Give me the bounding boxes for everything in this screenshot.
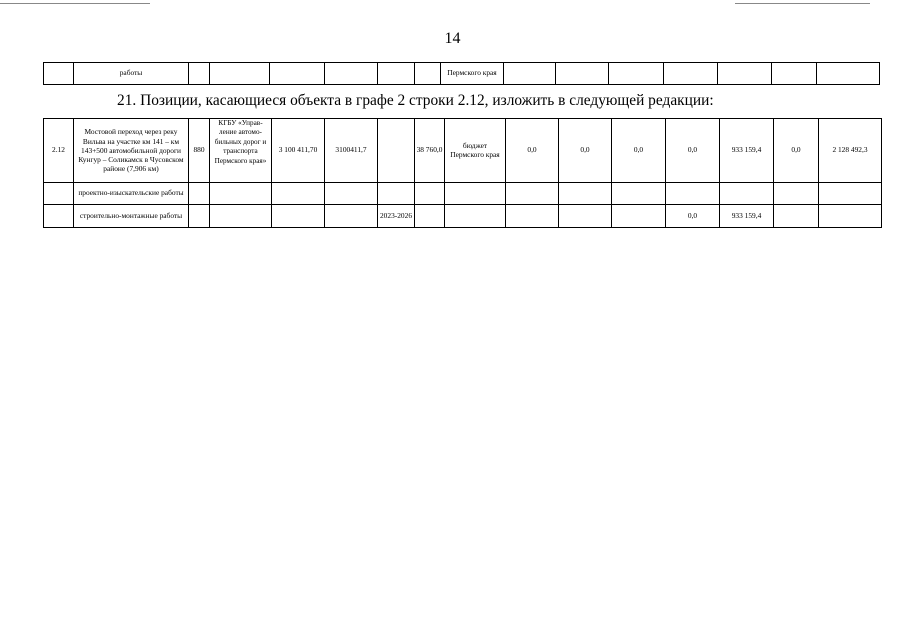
table-cell xyxy=(189,63,210,85)
table-cell xyxy=(506,183,559,205)
table-cell: Пермского края xyxy=(441,63,504,85)
table-cell xyxy=(415,183,445,205)
table-cell xyxy=(270,63,325,85)
table-cell xyxy=(325,63,378,85)
table-cell xyxy=(819,205,882,228)
value-cell: 0,0 xyxy=(666,119,720,183)
table-row xyxy=(44,63,880,85)
top-edge-line xyxy=(0,3,150,4)
table-row xyxy=(44,183,882,205)
value-cell: 933 159,4 xyxy=(720,205,774,228)
section-heading: 21. Позиции, касающиеся объекта в графе 2 строки 2.12, изложить в следующей редакции: xyxy=(117,92,714,109)
page-number: 14 xyxy=(444,30,461,47)
value-cell: 933 159,4 xyxy=(720,119,774,183)
table-cell xyxy=(378,183,415,205)
table-cell xyxy=(817,63,880,85)
table-cell xyxy=(44,205,74,228)
value-cell: 0,0 xyxy=(666,205,720,228)
value-cell: 0,0 xyxy=(559,119,612,183)
table-cell xyxy=(325,183,378,205)
table-cell xyxy=(272,205,325,228)
table-cell xyxy=(504,63,556,85)
code-cell: 880 xyxy=(189,119,210,183)
table-cell xyxy=(272,183,325,205)
value-cell: 0,0 xyxy=(774,119,819,183)
table-cell xyxy=(210,63,270,85)
top-edge-line xyxy=(735,3,870,4)
table-cell xyxy=(556,63,609,85)
table-cell xyxy=(720,183,774,205)
table-cell xyxy=(666,183,720,205)
table-cell xyxy=(325,205,378,228)
table-cell xyxy=(819,183,882,205)
work-type-cell: проектно-изыскательские работы xyxy=(74,183,189,205)
table-cell xyxy=(415,205,445,228)
table-cell xyxy=(189,205,210,228)
table-cell xyxy=(774,183,819,205)
table-cell xyxy=(210,183,272,205)
table-cell xyxy=(378,63,415,85)
table-cell xyxy=(612,183,666,205)
value-cell: 0,0 xyxy=(506,119,559,183)
cost-cell: 3 100 411,70 xyxy=(272,119,325,183)
row-number: 2.12 xyxy=(44,119,74,183)
source-cell: бюджет Пермского края xyxy=(445,119,506,183)
table-cell xyxy=(609,63,664,85)
period-cell: 2023-2026 xyxy=(378,205,415,228)
object-name: Мостовой переход через реку Вильва на участке км 141 – км 143+500 автомобильной дороги Кунгур – Соликамск в Чусовском районе (7,906 км) xyxy=(74,119,189,183)
table-row xyxy=(44,205,882,228)
period-cell xyxy=(378,119,415,183)
work-type-cell: строительно-монтажные работы xyxy=(74,205,189,228)
table-row xyxy=(44,119,882,183)
cost2-cell: 3100411,7 xyxy=(325,119,378,183)
table-cell xyxy=(559,205,612,228)
continuation-table xyxy=(43,62,880,85)
table-cell xyxy=(774,205,819,228)
table-cell xyxy=(559,183,612,205)
table-cell xyxy=(189,183,210,205)
table-cell xyxy=(772,63,817,85)
spent-cell: 38 760,0 xyxy=(415,119,445,183)
customer-cell: КГБУ «Управ-ление автомо-бильных дорог и транспорта Пермского края» xyxy=(210,119,272,183)
value-cell: 2 128 492,3 xyxy=(819,119,882,183)
value-cell: 0,0 xyxy=(612,119,666,183)
table-cell xyxy=(445,205,506,228)
table-cell xyxy=(415,63,441,85)
table-cell xyxy=(44,63,74,85)
table-cell xyxy=(44,183,74,205)
table-cell xyxy=(612,205,666,228)
table-cell xyxy=(664,63,718,85)
table-cell: работы xyxy=(74,63,189,85)
table-cell xyxy=(210,205,272,228)
table-cell xyxy=(506,205,559,228)
table-cell xyxy=(445,183,506,205)
table-cell xyxy=(718,63,772,85)
object-table xyxy=(43,118,882,228)
